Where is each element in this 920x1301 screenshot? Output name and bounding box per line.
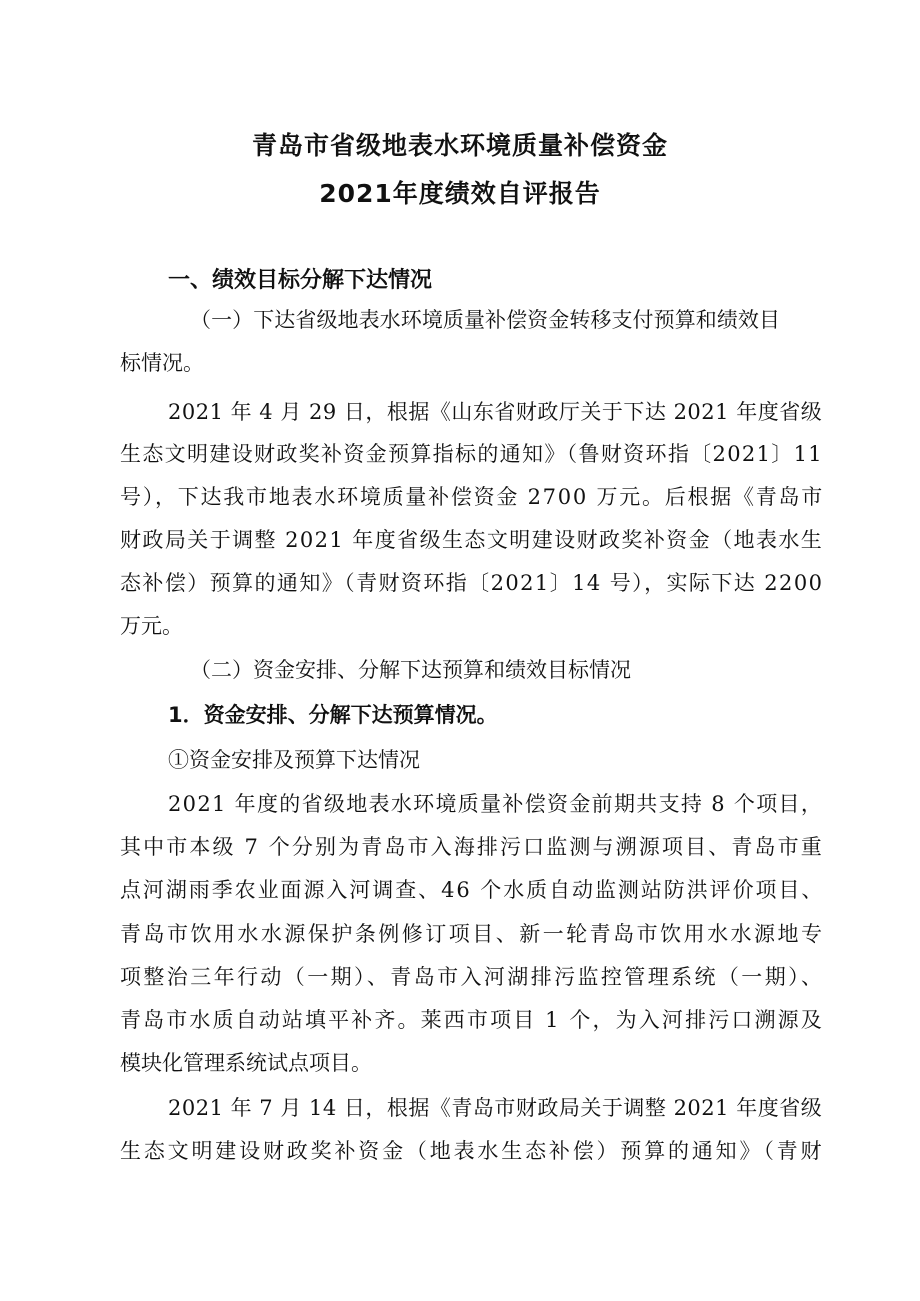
numbered-heading: 1．资金安排、分解下达预算情况。 [168,703,498,727]
body-text-line: 2021 年度的省级地表水环境质量补偿资金前期共支持 8 个项目， [168,792,824,816]
body-text-line: （一）下达省级地表水环境质量补偿资金转移支付预算和绩效目 [190,308,781,332]
document-title-line2: 2021年度绩效自评报告 [319,179,601,208]
body-text-line: 万元。 [120,614,183,638]
body-text-line: 财政局关于调整 2021 年度省级生态文明建设财政奖补资金（地表水生 [120,528,824,552]
body-text-line: 项整治三年行动（一期）、青岛市入河湖排污监控管理系统（一期）、 [120,965,825,989]
body-text-line: 2021 年 7 月 14 日，根据《青岛市财政局关于调整 2021 年度省级 [168,1096,823,1120]
body-text-line: 2021 年 4 月 29 日，根据《山东省财政厅关于下达 2021 年度省级 [168,400,823,424]
body-text-line: 生态文明建设财政奖补资金（地表水生态补偿）预算的通知》（青财 [120,1139,825,1163]
body-text-line: 青岛市饮用水水源保护条例修订项目、新一轮青岛市饮用水水源地专 [120,922,825,946]
subsection-heading: （二）资金安排、分解下达预算和绩效目标情况 [190,658,631,682]
body-text-line: 标情况。 [120,351,204,375]
document-title-line1: 青岛市省级地表水环境质量补偿资金 [251,131,668,160]
circled-item-heading: ①资金安排及预算下达情况 [168,748,420,772]
body-text-line: 态补偿）预算的通知》（青财资环指〔2021〕14 号），实际下达 2200 [120,571,824,595]
body-text-line: 生态文明建设财政奖补资金预算指标的通知》（鲁财资环指〔2021〕11 [120,442,823,466]
body-text-line: 号），下达我市地表水环境质量补偿资金 2700 万元。后根据《青岛市 [120,485,825,509]
body-text-line: 模块化管理系统试点项目。 [120,1051,372,1075]
body-text-line: 其中市本级 7 个分别为青岛市入海排污口监测与溯源项目、青岛市重 [120,835,824,859]
body-text-line: 点河湖雨季农业面源入河调查、46 个水质自动监测站防洪评价项目、 [120,878,825,902]
section-heading: 一、绩效目标分解下达情况 [168,268,433,293]
body-text-line: 青岛市水质自动站填平补齐。莱西市项目 1 个，为入河排污口溯源及 [120,1008,824,1032]
